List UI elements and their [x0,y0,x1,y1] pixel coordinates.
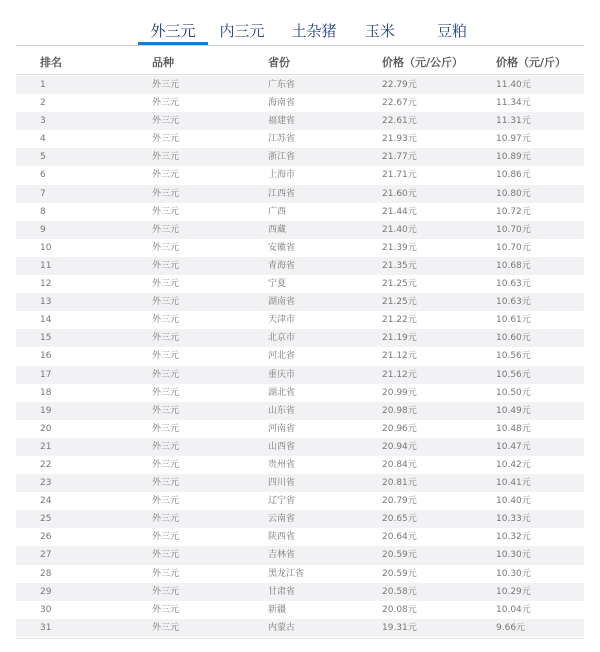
table-row [16,474,584,492]
category-tabs [0,0,600,48]
cell-price-per-kg: 21.12元 [382,369,417,380]
cell-province: 上海市 [268,170,296,181]
table-row [16,239,584,257]
cell-province: 陕西省 [268,532,296,543]
cell-rank: 20 [40,423,52,434]
table-row [16,456,584,474]
cell-province: 吉林省 [268,550,296,561]
cell-price-per-jin: 10.30元 [496,550,531,561]
cell-province: 北京市 [268,333,296,344]
table-row [16,366,584,384]
cell-variety: 外三元 [152,80,180,90]
cell-price-per-kg: 20.58元 [382,586,417,597]
cell-rank: 9 [40,224,46,235]
cell-rank: 27 [40,550,52,561]
cell-province: 福建省 [268,116,296,127]
cell-price-per-jin: 10.49元 [496,405,531,416]
tab-dou-po[interactable]: 豆粕 [436,22,467,40]
table-row [16,203,584,221]
cell-variety: 外三元 [152,351,180,362]
cell-variety: 外三元 [152,170,180,181]
cell-province: 江苏省 [268,134,296,145]
cell-variety: 外三元 [152,333,180,344]
table-row [16,528,584,546]
table-row [16,166,584,184]
cell-price-per-kg: 22.67元 [382,98,417,109]
cell-variety: 外三元 [152,387,180,398]
cell-price-per-kg: 21.25元 [382,279,417,290]
cell-province: 浙江省 [268,152,296,163]
cell-province: 青海省 [268,260,296,271]
cell-province: 新疆 [268,604,287,615]
cell-variety: 外三元 [152,279,180,290]
tab-wai-san-yuan[interactable]: 外三元 [150,22,196,40]
cell-rank: 2 [40,98,46,109]
table-row [16,221,584,239]
cell-price-per-jin: 10.72元 [496,206,531,217]
cell-province: 河南省 [268,423,296,434]
table-row [16,347,584,365]
cell-variety: 外三元 [152,604,180,615]
cell-price-per-kg: 20.08元 [382,604,417,615]
table-row [16,293,584,311]
table-row [16,185,584,203]
cell-rank: 15 [40,333,52,344]
cell-price-per-kg: 21.22元 [382,315,417,326]
cell-price-per-jin: 10.50元 [496,387,531,398]
cell-variety: 外三元 [152,441,180,452]
cell-price-per-kg: 21.12元 [382,351,417,362]
cell-price-per-jin: 10.68元 [496,260,531,271]
header-variety: 品种 [152,56,174,69]
cell-variety: 外三元 [152,152,180,163]
cell-variety: 外三元 [152,369,180,380]
cell-rank: 11 [40,260,52,271]
cell-price-per-jin: 10.42元 [496,459,531,470]
cell-price-per-kg: 20.59元 [382,550,417,561]
table-row [16,94,584,112]
cell-price-per-kg: 21.40元 [382,224,417,235]
cell-price-per-kg: 21.44元 [382,206,417,217]
table-row [16,438,584,456]
cell-price-per-kg: 20.65元 [382,514,417,525]
cell-variety: 外三元 [152,260,180,271]
cell-variety: 外三元 [152,532,180,543]
cell-price-per-jin: 10.70元 [496,224,531,235]
cell-province: 贵州省 [268,459,296,470]
cell-rank: 25 [40,514,52,525]
cell-price-per-jin: 10.56元 [496,369,531,380]
cell-price-per-kg: 22.61元 [382,116,417,127]
cell-price-per-jin: 10.63元 [496,297,531,308]
table-row [16,112,584,130]
cell-rank: 24 [40,496,52,507]
cell-price-per-jin: 10.63元 [496,279,531,290]
cell-price-per-jin: 10.30元 [496,568,531,579]
cell-rank: 3 [40,116,46,127]
cell-rank: 10 [40,242,52,253]
cell-rank: 19 [40,405,52,416]
cell-price-per-kg: 21.93元 [382,134,417,145]
tab-yu-mi[interactable]: 玉米 [364,22,395,40]
table-header [16,46,584,75]
cell-province: 江西省 [268,188,296,199]
cell-variety: 外三元 [152,206,180,217]
cell-rank: 14 [40,315,52,326]
cell-rank: 29 [40,586,52,597]
cell-price-per-jin: 10.29元 [496,586,531,597]
cell-rank: 13 [40,297,52,308]
header-price-per-jin: 价格（元/斤） [496,56,567,69]
cell-price-per-jin: 10.80元 [496,188,531,199]
cell-price-per-kg: 20.79元 [382,496,417,507]
cell-rank: 31 [40,622,52,633]
table-row [16,583,584,601]
cell-rank: 26 [40,532,52,543]
table-row [16,510,584,528]
cell-rank: 5 [40,152,46,163]
table-row [16,148,584,166]
cell-price-per-jin: 10.89元 [496,152,531,163]
table-row [16,275,584,293]
cell-province: 西藏 [268,224,287,235]
cell-price-per-kg: 20.99元 [382,387,417,398]
cell-province: 黑龙江省 [268,568,305,579]
cell-province: 重庆市 [268,369,296,380]
cell-price-per-kg: 19.31元 [382,622,417,633]
table-row [16,311,584,329]
cell-rank: 7 [40,188,46,199]
cell-rank: 23 [40,478,52,489]
cell-variety: 外三元 [152,478,180,489]
cell-province: 内蒙古 [268,622,296,633]
cell-variety: 外三元 [152,405,180,416]
cell-price-per-jin: 10.61元 [496,315,531,326]
cell-price-per-jin: 10.41元 [496,478,531,489]
cell-province: 甘肃省 [268,586,296,597]
tab-tu-za-zhu[interactable]: 土杂猪 [291,22,337,40]
cell-price-per-kg: 22.79元 [382,80,417,90]
cell-province: 云南省 [268,514,296,525]
cell-rank: 22 [40,459,52,470]
cell-price-per-jin: 10.04元 [496,604,531,615]
cell-price-per-jin: 10.32元 [496,532,531,543]
table-row [16,492,584,510]
cell-price-per-jin: 10.48元 [496,423,531,434]
cell-price-per-kg: 21.77元 [382,152,417,163]
table-row [16,130,584,148]
cell-rank: 12 [40,279,52,290]
cell-price-per-kg: 20.59元 [382,568,417,579]
cell-variety: 外三元 [152,134,180,145]
cell-rank: 8 [40,206,46,217]
cell-variety: 外三元 [152,550,180,561]
cell-province: 广东省 [268,80,296,90]
tab-nei-san-yuan[interactable]: 内三元 [219,22,265,40]
cell-price-per-jin: 10.86元 [496,170,531,181]
cell-province: 河北省 [268,351,296,362]
cell-rank: 6 [40,170,46,181]
cell-price-per-kg: 20.96元 [382,423,417,434]
table-row [16,329,584,347]
cell-price-per-jin: 10.97元 [496,134,531,145]
cell-province: 辽宁省 [268,496,296,507]
cell-variety: 外三元 [152,459,180,470]
table-row [16,402,584,420]
cell-price-per-jin: 10.60元 [496,333,531,344]
cell-price-per-jin: 10.56元 [496,351,531,362]
cell-variety: 外三元 [152,568,180,579]
cell-price-per-kg: 21.25元 [382,297,417,308]
cell-price-per-kg: 20.98元 [382,405,417,416]
cell-price-per-jin: 11.40元 [496,80,531,90]
table-row [16,420,584,438]
cell-price-per-kg: 21.35元 [382,260,417,271]
cell-price-per-kg: 20.81元 [382,478,417,489]
table-row [16,619,584,637]
cell-rank: 18 [40,387,52,398]
cell-province: 四川省 [268,478,296,489]
cell-variety: 外三元 [152,586,180,597]
cell-rank: 28 [40,568,52,579]
cell-rank: 16 [40,351,52,362]
cell-price-per-jin: 9.66元 [496,622,526,633]
cell-price-per-jin: 10.40元 [496,496,531,507]
price-table-body [16,76,584,637]
header-price-per-kg: 价格（元/公斤） [382,56,464,69]
header-rank: 排名 [40,56,62,69]
cell-variety: 外三元 [152,496,180,507]
cell-price-per-kg: 21.39元 [382,242,417,253]
table-row [16,76,584,94]
cell-province: 天津市 [268,315,296,326]
cell-price-per-kg: 21.60元 [382,188,417,199]
cell-variety: 外三元 [152,514,180,525]
cell-price-per-kg: 20.64元 [382,532,417,543]
cell-price-per-jin: 11.34元 [496,98,531,109]
table-row [16,546,584,564]
cell-variety: 外三元 [152,224,180,235]
table-row [16,565,584,583]
cell-rank: 1 [40,80,46,90]
cell-price-per-kg: 20.84元 [382,459,417,470]
header-province: 省份 [268,56,290,69]
cell-price-per-kg: 21.19元 [382,333,417,344]
cell-variety: 外三元 [152,315,180,326]
cell-province: 海南省 [268,98,296,109]
cell-province: 宁夏 [268,279,287,290]
cell-rank: 4 [40,134,46,145]
cell-rank: 21 [40,441,52,452]
cell-variety: 外三元 [152,297,180,308]
cell-variety: 外三元 [152,188,180,199]
cell-province: 安徽省 [268,242,296,253]
cell-price-per-jin: 11.31元 [496,116,531,127]
cell-province: 广西 [268,206,287,217]
cell-rank: 17 [40,369,52,380]
table-bottom-rule [16,638,584,639]
cell-variety: 外三元 [152,622,180,633]
cell-price-per-kg: 20.94元 [382,441,417,452]
table-row [16,601,584,619]
cell-province: 山东省 [268,405,296,416]
cell-price-per-jin: 10.33元 [496,514,531,525]
table-row [16,384,584,402]
cell-province: 湖北省 [268,387,296,398]
cell-price-per-jin: 10.47元 [496,441,531,452]
cell-price-per-jin: 10.70元 [496,242,531,253]
cell-province: 山西省 [268,441,296,452]
table-row [16,257,584,275]
cell-variety: 外三元 [152,242,180,253]
cell-variety: 外三元 [152,116,180,127]
cell-variety: 外三元 [152,423,180,434]
cell-price-per-kg: 21.71元 [382,170,417,181]
cell-variety: 外三元 [152,98,180,109]
cell-rank: 30 [40,604,52,615]
cell-province: 湖南省 [268,297,296,308]
